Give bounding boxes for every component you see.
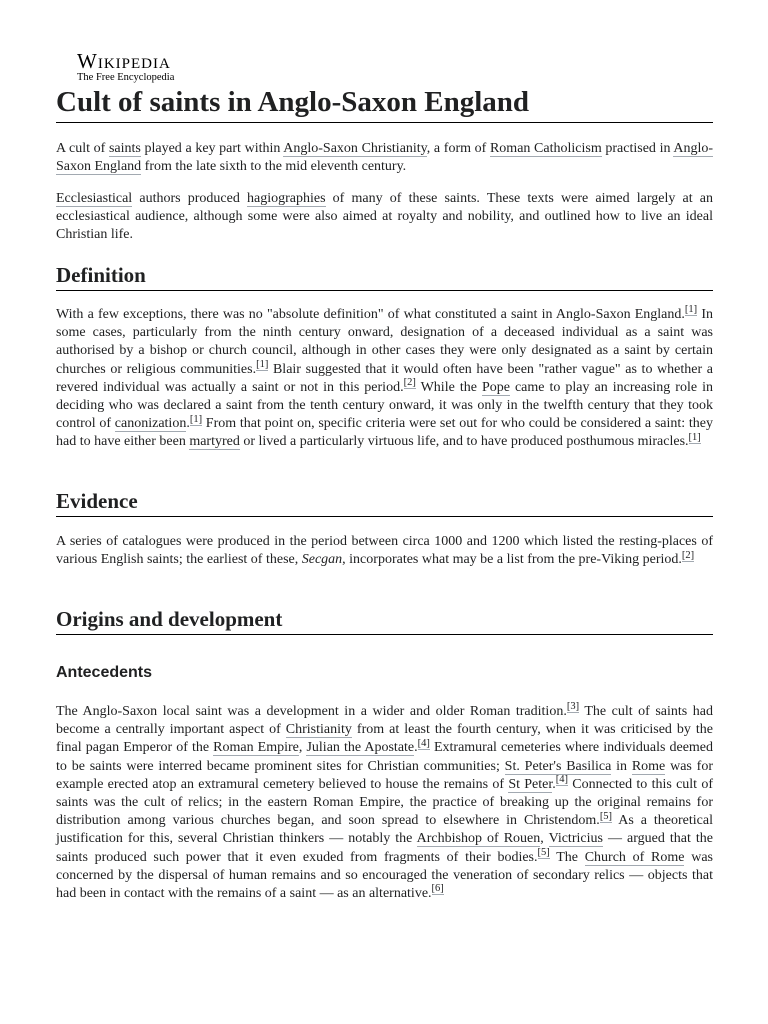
body-text: With a few exceptions, there was no "absolute definition" of what constituted a saint in Anglo-Saxon England. [56, 307, 685, 322]
italic-text: Secgan [301, 552, 343, 568]
article-link[interactable]: hagiographies [246, 191, 326, 206]
body-text: In some cases, particularly from the ninth century onward, designation of a deceased individual as a saint was authorised by a bishop or church council, although in other cases they were only designated as a saint by certain churches or religious communities. [56, 307, 713, 377]
body-text: A cult of [56, 141, 109, 156]
citation-reference[interactable]: [6] [431, 883, 444, 895]
body-text: played a key part within [140, 141, 284, 156]
article-link[interactable]: Christianity [285, 722, 352, 738]
citation-reference[interactable]: [1] [189, 413, 203, 425]
section-heading-evidence: Evidence [56, 487, 713, 517]
body-text: was concerned by the dispersal of human remains and so encouraged the veneration of secondary relics — objects that had been in contact with the remains of a saint — as an alternative. [56, 849, 713, 902]
body-text: from the late sixth to the mid eleventh century. [141, 159, 407, 175]
body-text: While the [415, 379, 482, 395]
body-text: — argued that the saints produced such power that it even exuded from fragments of their bodies. [56, 831, 714, 865]
body-text: came to play an increasing role in deciding who was declared a saint from the tenth century onward, it was only in the twelfth century that they took control of [56, 379, 713, 432]
body-text: The [549, 849, 585, 865]
body-text: . [552, 776, 556, 792]
body-text: or lived a particularly virtuous life, and to have produced posthumous miracles. [239, 434, 689, 450]
body-text: in [611, 758, 632, 774]
body-text: was for example erected atop an extramural cemetery believed to house the remains of [56, 758, 713, 792]
citation-reference[interactable]: [2] [681, 549, 695, 561]
citation-reference[interactable]: [2] [403, 377, 416, 389]
article-link[interactable]: Victricius [548, 831, 603, 847]
subsection-heading-antecedents: Antecedents [56, 664, 153, 681]
article-link[interactable]: Anglo-Saxon Christianity [283, 141, 427, 156]
citation-reference[interactable]: [4] [417, 737, 430, 749]
article-link[interactable]: Anglo-Saxon England [56, 141, 713, 175]
section-heading-origins: Origins and development [56, 605, 713, 635]
citation-reference[interactable]: [3] [566, 701, 580, 713]
body-text: . [186, 416, 190, 432]
article-link[interactable]: Roman Catholicism [489, 141, 602, 156]
article-link[interactable]: martyred [189, 434, 240, 450]
intro-paragraph-1 [56, 140, 713, 176]
definition-paragraph [56, 306, 713, 452]
body-text: Connected to this cult of saints was the cult of relics; in the eastern Roman Empire, the practice of breaking up the original remains for distribution among various churches began, and soon spread to elsewhere in Christendom. [56, 776, 713, 829]
body-text: , a form of [426, 141, 490, 156]
citation-reference[interactable]: [1] [256, 358, 269, 370]
body-text: of many of these saints. These texts were aimed largely at an ecclesiastical audience, although some were also aimed at royalty and nobility, and outlined how to live an ideal Christian life. [56, 191, 713, 243]
article-link[interactable]: Rome [631, 758, 666, 774]
page-title: Cult of saints in Anglo-Saxon England [56, 84, 713, 123]
article-link[interactable]: Pope [481, 379, 510, 395]
body-text: from at least the fourth century, when it was criticised by the final pagan Emperor of the [56, 722, 714, 756]
article-link[interactable]: canonization [114, 416, 187, 432]
body-text: , [540, 831, 549, 847]
article-link[interactable]: Church of Rome [584, 849, 685, 865]
citation-reference[interactable]: [4] [555, 774, 569, 786]
article-link[interactable]: St Peter [508, 776, 553, 792]
article-link[interactable]: Archbishop of Rouen [416, 831, 541, 847]
article-link[interactable]: Julian the Apostate [306, 740, 415, 756]
intro-paragraph-2 [56, 190, 713, 245]
body-text: Extramural cemeteries where individuals deemed to be saints were interred became prominent sites for Christian communities; [56, 740, 714, 774]
body-text: , incorporates what may be a list from the pre-Viking period. [342, 552, 682, 568]
wikipedia-logo[interactable] [77, 50, 174, 84]
body-text: As a theoretical justification for this, several Christian thinkers — notably the [56, 813, 713, 847]
body-text: A series of catalogues were produced in the period between circa 1000 and 1200 which listed the resting-places of various English saints; the earliest of these, [56, 534, 713, 568]
section-heading-definition: Definition [56, 261, 713, 291]
article-link[interactable]: St. Peter's Basilica [504, 758, 612, 774]
body-text: From that point on, specific criteria were set out for who could be considered a saint: they had to have either been [56, 416, 713, 450]
evidence-paragraph [56, 533, 713, 569]
body-text: The Anglo-Saxon local saint was a development in a wider and older Roman tradition. [56, 704, 567, 719]
body-text: , [298, 740, 307, 756]
citation-reference[interactable]: [5] [599, 810, 613, 822]
citation-reference[interactable]: [1] [688, 431, 701, 443]
logo-tagline: The Free Encyclopedia [77, 72, 175, 83]
citation-reference[interactable]: [1] [684, 304, 698, 316]
article-link[interactable]: Ecclesiastical [56, 191, 133, 206]
body-text: authors produced [132, 191, 247, 206]
article-link[interactable]: Roman Empire [213, 740, 299, 756]
body-text: practised in [601, 141, 674, 156]
antecedents-paragraph [56, 703, 713, 903]
citation-reference[interactable]: [5] [537, 846, 550, 858]
logo-wordmark: Wikipedia [77, 49, 171, 73]
body-text: The cult of saints had become a centrally important aspect of [56, 704, 713, 738]
article-link[interactable]: saints [108, 141, 141, 156]
body-text: . [414, 740, 418, 756]
body-text: Blair suggested that it would often have been "rather vague" as to whether a revered individual was actually a saint or not in this period. [56, 361, 713, 395]
